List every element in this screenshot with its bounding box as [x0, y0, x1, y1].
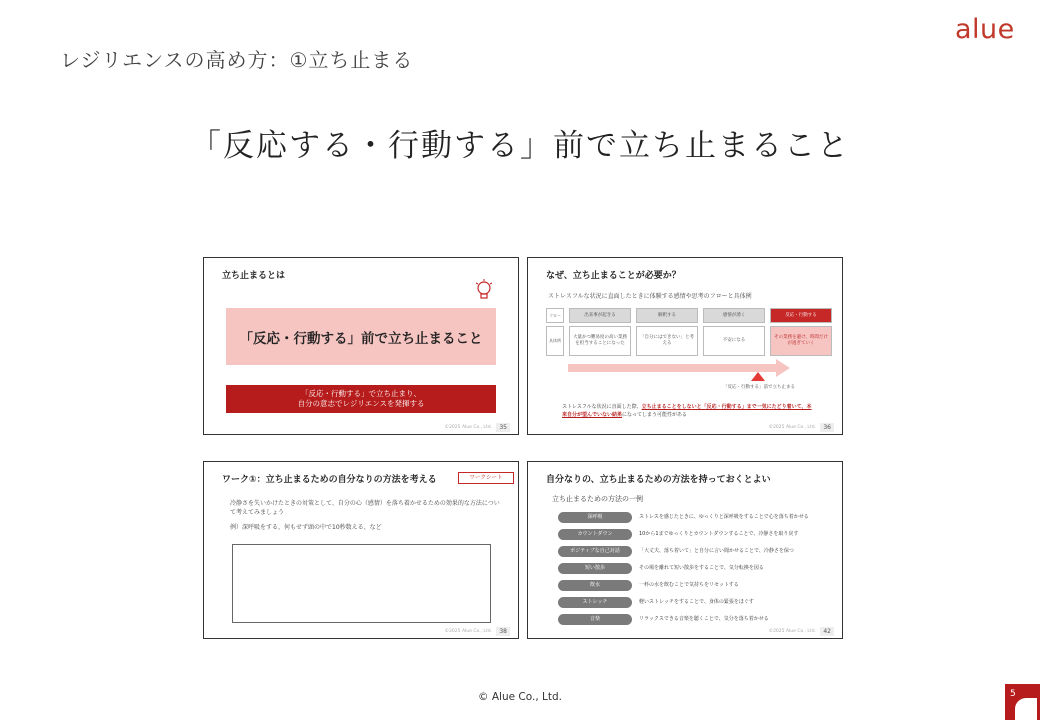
method-desc: 軽いストレッチをすることで、身体の緊張をほぐす	[639, 599, 754, 606]
method-label: 音楽	[558, 614, 632, 625]
note-text-end: になってしまう可能性がある	[622, 411, 688, 418]
flow-example: 「自分にはできない」と考える	[636, 326, 698, 356]
flow-arrow-head	[776, 359, 790, 377]
method-row	[558, 580, 814, 591]
slide-thumbnail-36[interactable]	[527, 257, 843, 435]
page-title: レジリエンスの高め方：①立ち止まる	[60, 48, 414, 72]
stop-pointer-label: 「反応・行動する」前で立ち止まる	[723, 385, 795, 390]
slide-note	[562, 404, 812, 419]
slide-title: ワーク①：立ち止まるための自分なりの方法を考える	[222, 475, 437, 485]
slide-description: 冷静さを失いかけたときの対策として、自分の心（感情）を落ち着かせるための効果的な方法について考えてみましょう	[230, 500, 500, 516]
method-label: ポジティブな自己対話	[558, 546, 632, 557]
method-desc: 「大丈夫、落ち着いて」と自分に言い聞かせることで、冷静さを保つ	[639, 548, 794, 555]
slide-subtitle: ストレスフルな状況に直面したときに体験する感情や思考のフローと具体例	[548, 293, 752, 300]
flow-step: 解釈する	[636, 308, 698, 323]
flow-row-label: フロー	[546, 308, 564, 323]
method-desc: リラックスできる音楽を聴くことで、気分を落ち着かせる	[639, 616, 769, 623]
note-text: ストレスフルな状況に直面した際、	[562, 404, 642, 410]
method-row	[558, 614, 814, 625]
method-label: 深呼吸	[558, 512, 632, 523]
slide-thumbnail-38[interactable]	[203, 461, 519, 639]
red-box-line-2: 自分の意志でレジリエンスを発揮する	[297, 399, 425, 408]
flow-arrow-shaft	[568, 364, 778, 372]
slide-title: なぜ、立ち止まることが必要か？	[546, 271, 681, 281]
slide-copyright: ©2025 Alue Co., Ltd.	[768, 425, 816, 430]
main-heading: 「反応する・行動する」前で立ち止まること	[190, 128, 850, 164]
flow-example: 大量かつ難易度の高い業務を担当することになった	[569, 326, 631, 356]
brand-logo: alue	[955, 14, 1015, 45]
flow-example-row	[546, 326, 832, 356]
flow-head-row	[546, 308, 832, 323]
slide-thumbnail-35[interactable]	[203, 257, 519, 435]
method-label: 短い散歩	[558, 563, 632, 574]
slide-subtitle: 立ち止まるための方法の一例	[552, 495, 643, 503]
method-label: ストレッチ	[558, 597, 632, 608]
slide-copyright: ©2025 Alue Co., Ltd.	[444, 425, 492, 430]
page-number: 5	[1010, 689, 1016, 699]
method-row	[558, 597, 814, 608]
slide-example: 例）深呼吸をする、何もせず頭の中で10秒数える、など	[230, 524, 382, 531]
worksheet-badge: ワークシート	[458, 472, 514, 484]
slide-title: 立ち止まるとは	[222, 271, 286, 281]
method-row	[558, 529, 814, 540]
slide-number: 42	[820, 627, 834, 636]
flow-step: 反応・行動する	[770, 308, 832, 323]
flow-example: 不安になる	[703, 326, 765, 356]
red-box-line-1: 「反応・行動する」で立ち止まり、	[301, 389, 421, 398]
stop-pointer-icon	[751, 372, 765, 381]
method-label: 飲水	[558, 580, 632, 591]
method-desc: 10から1までゆっくりとカウントダウンすることで、冷静さを取り戻す	[639, 531, 799, 538]
slide-number: 35	[496, 423, 510, 432]
method-row	[558, 563, 814, 574]
example-row-label: 具体例	[546, 326, 564, 356]
method-row	[558, 512, 814, 523]
note-highlight: 立ち止まることをしないと「反応・行動する」まで一気にたどり着いて、本来自分が望んでいない結果	[562, 404, 812, 418]
method-desc: その場を離れて短い散歩をすることで、気分転換を図る	[639, 565, 764, 572]
flow-step: 感情が湧く	[703, 308, 765, 323]
slide-number: 36	[820, 423, 834, 432]
method-label: カウントダウン	[558, 529, 632, 540]
method-row	[558, 546, 814, 557]
slide-red-box	[226, 385, 496, 413]
method-desc: 一杯の水を飲むことで気持ちをリセットする	[639, 582, 739, 589]
slide-copyright: ©2025 Alue Co., Ltd.	[768, 629, 816, 634]
lightbulb-icon	[474, 278, 494, 304]
method-desc: ストレスを感じたときに、ゆっくりと深呼吸をすることで心を落ち着かせる	[639, 514, 809, 521]
slide-number: 38	[496, 627, 510, 636]
flow-example: その業務を避け、時間だけが過ぎていく	[770, 326, 832, 356]
flow-step: 出来事が起きる	[569, 308, 631, 323]
slide-copyright: ©2025 Alue Co., Ltd.	[444, 629, 492, 634]
slide-banner: 「反応・行動する」前で立ち止まること	[226, 308, 496, 365]
corner-decoration	[1015, 698, 1037, 720]
answer-box	[232, 544, 491, 623]
slide-thumbnail-42[interactable]	[527, 461, 843, 639]
page-footer: © Alue Co., Ltd.	[478, 691, 562, 703]
slide-title: 自分なりの、立ち止まるための方法を持っておくとよい	[546, 475, 771, 485]
